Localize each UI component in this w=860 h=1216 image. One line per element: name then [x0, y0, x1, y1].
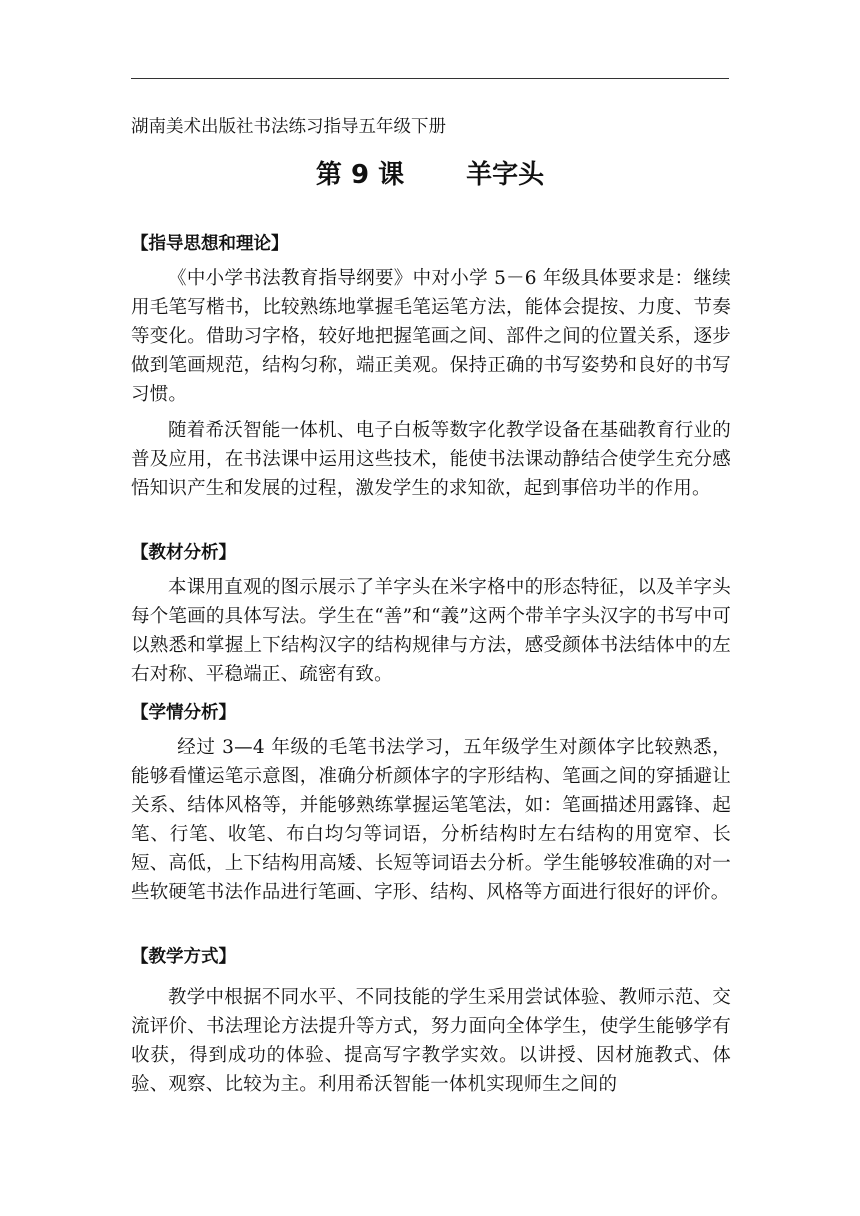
header-rule — [131, 78, 729, 79]
paragraph-textbook-analysis: 本课用直观的图示展示了羊字头在米字格中的形态特征，以及羊字头每个笔画的具体写法。学生在“善”和“義”这两个带羊字头汉字的书写中可以熟悉和掌握上下结构汉字的结构规律与方法，感受颜体书法结体中的左右对称、平稳端正、疏密有致。 — [131, 577, 731, 685]
section-heading-guiding-theory: 【指导思想和理论】 — [131, 234, 289, 254]
book-subtitle: 湖南美术出版社书法练习指导五年级下册 — [131, 117, 446, 137]
section-heading-student-analysis: 【学情分析】 — [131, 703, 236, 723]
paragraph-student-analysis: 经过 3—4 年级的毛笔书法学习，五年级学生对颜体字比较熟悉，能够看懂运笔示意图，准确分析颜体字的字形结构、笔画之间的穿插避让关系、结体风格等，并能够熟练掌握运笔笔法，如：笔画描述用露锋、起笔、行笔、收笔、布白均匀等词语，分析结构时左右结构的用宽窄、长短、高低，上下结构用高矮、长短等词语去分析。学生能够较准确的对一些软硬笔书法作品进行笔画、字形、结构、风格等方面进行很好的评价。 — [131, 737, 731, 903]
paragraph-guiding-theory-2: 随着希沃智能一体机、电子白板等数字化教学设备在基础教育行业的普及应用，在书法课中运用这些技术，能使书法课动静结合使学生充分感悟知识产生和发展的过程，激发学生的求知欲，起到事倍功半的作用。 — [131, 420, 731, 499]
lesson-title — [0, 156, 860, 194]
paragraph-teaching-method: 教学中根据不同水平、不同技能的学生采用尝试体验、教师示范、交流评价、书法理论方法提升等方式，努力面向全体学生，使学生能够学有收获，得到成功的体验、提高写字教学实效。以讲授、因材施教式、体验、观察、比较为主。利用希沃智能一体机实现师生之间的 — [131, 987, 731, 1095]
paragraph-guiding-theory-1: 《中小学书法教育指导纲要》中对小学 5－6 年级具体要求是：继续用毛笔写楷书，比较熟练地掌握毛笔运笔方法，能体会提按、力度、节奏等变化。借助习字格，较好地把握笔画之间、部件之间的位置关系，逐步做到笔画规范，结构匀称，端正美观。保持正确的书写姿势和良好的书写习惯。 — [131, 268, 731, 405]
lesson-name: 羊字头 — [466, 160, 545, 190]
lesson-number: 第 9 课 — [315, 160, 405, 190]
section-heading-textbook-analysis: 【教材分析】 — [131, 543, 236, 563]
section-heading-teaching-method: 【教学方式】 — [131, 947, 236, 967]
